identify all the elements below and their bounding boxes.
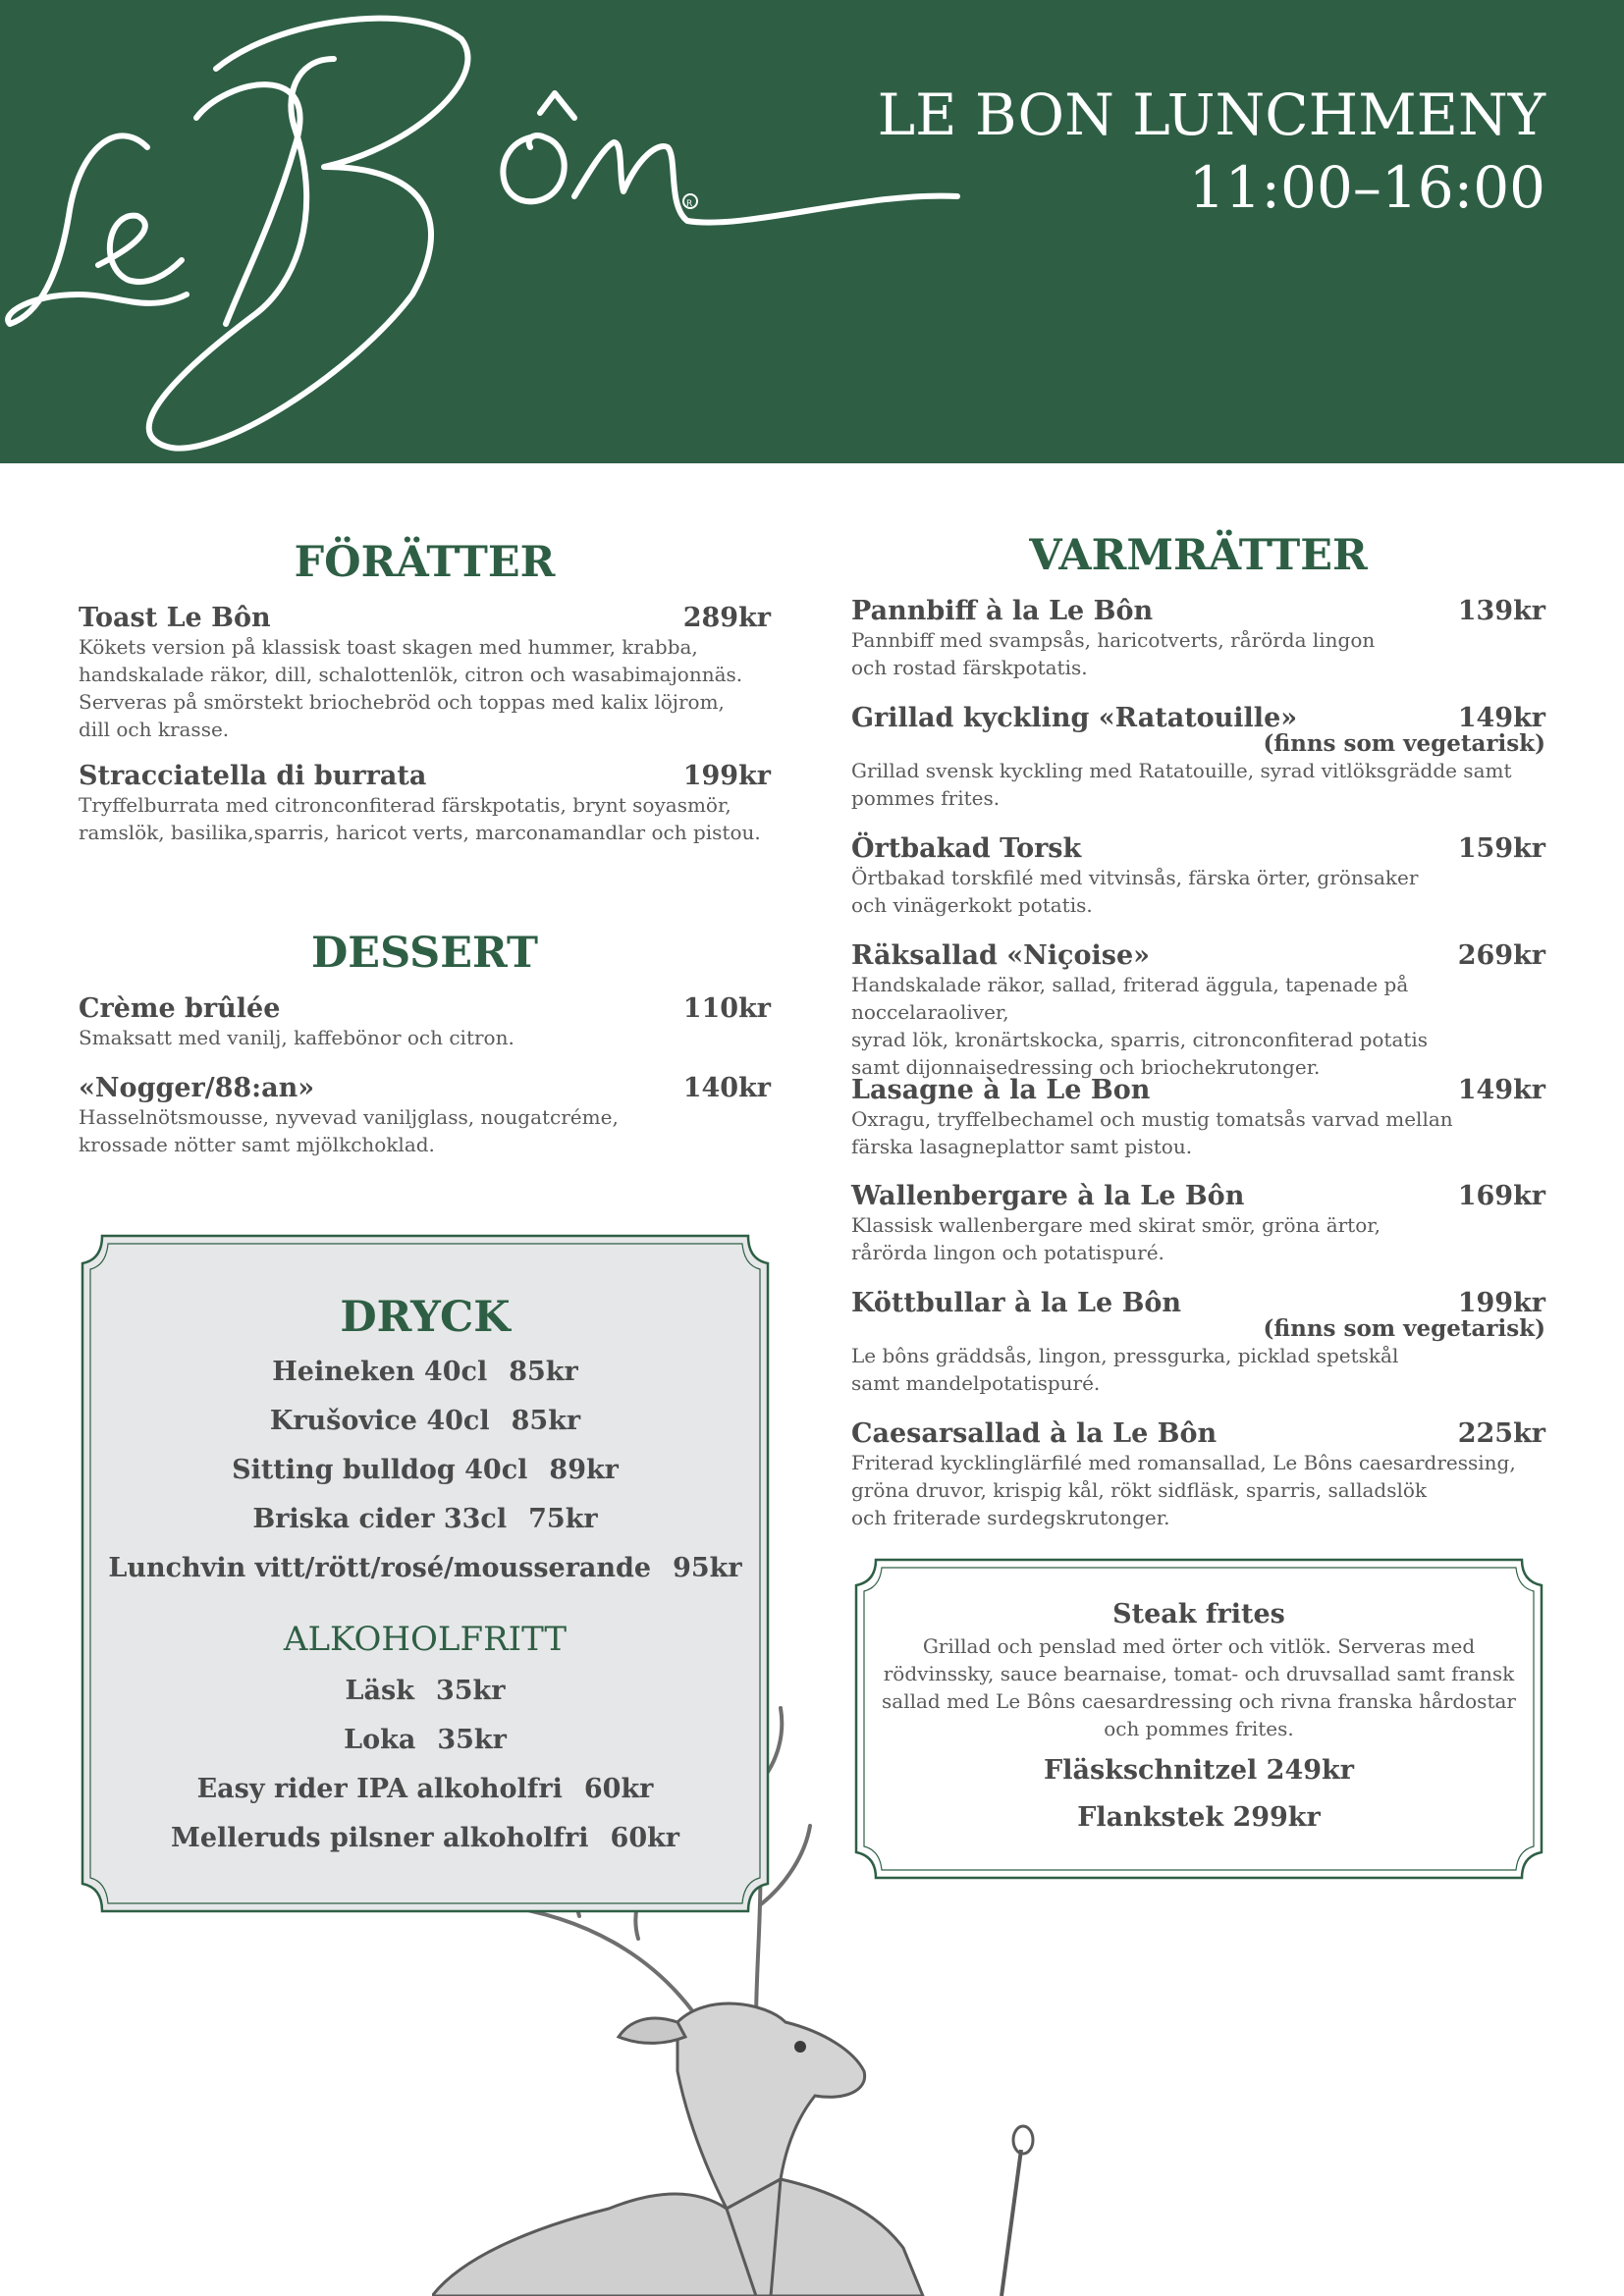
drink-price: 85kr xyxy=(509,1357,578,1387)
menu-title xyxy=(878,79,1545,224)
drink-name: Lunchvin vitt/rött/rosé/mousserande xyxy=(108,1553,652,1583)
drink-price: 85kr xyxy=(511,1406,581,1436)
menu-item xyxy=(851,833,1545,919)
item-desc: Friterad kycklinglärfilé med romansallad, Le Bôns caesardressing, gröna druvor, krispig kål, rökt sidfläsk, sparris, salladslök och friterade surdegskrutonger. xyxy=(851,1451,1516,1529)
vegetarian-note: (finns som vegetarisk) xyxy=(1263,1315,1545,1342)
drink-name: Melleruds pilsner alkoholfri xyxy=(170,1823,589,1853)
item-price: 225kr xyxy=(1457,1418,1545,1449)
menu-item xyxy=(851,1288,1545,1397)
item-price: 159kr xyxy=(1457,833,1545,864)
item-desc: Örtbakad torskfilé med vitvinsås, färska örter, grönsaker och vinägerkokt potatis. xyxy=(851,866,1419,917)
item-price: 269kr xyxy=(1457,940,1545,971)
drink-name: Heineken 40cl xyxy=(272,1357,488,1387)
drink-name: Loka xyxy=(344,1725,416,1755)
section-title-dryck: DRYCK xyxy=(340,1293,511,1342)
item-name: Wallenbergare à la Le Bôn xyxy=(851,1181,1245,1211)
item-desc: Oxragu, tryffelbechamel och mustig tomatsås varvad mellan färska lasagneplattor samt pistou. xyxy=(851,1107,1453,1158)
drink-item xyxy=(77,1774,774,1804)
drink-price: 89kr xyxy=(549,1455,619,1485)
item-price: 169kr xyxy=(1457,1181,1545,1211)
item-desc: Kökets version på klassisk toast skagen med hummer, krabba, handskalade räkor, dill, schalottenlök, citron och wasabimajonnäs. Serveras på smörstekt briochebröd och toppas med kalix löjrom, dill och krasse. xyxy=(79,635,743,741)
drink-price: 75kr xyxy=(528,1504,598,1534)
item-desc: Handskalade räkor, sallad, friterad äggula, tapenade på noccelaraoliver, syrad lök, kronärtskocka, sparris, citronconfiterad potatis samt dijonnaisedressing och briochekrutonger. xyxy=(851,973,1429,1079)
drink-item xyxy=(77,1504,774,1534)
drink-item xyxy=(77,1455,774,1485)
item-name: Räksallad «Niçoise» xyxy=(851,940,1151,971)
steak-frites-desc: Grillad och penslad med örter och vitlök. Serveras med rödvinssky, sauce bearnaise, tomat- och druvsallad samt fransk sallad med Le Bôns caesardressing och rivna franska hårdostar och pommes frites. xyxy=(882,1634,1516,1740)
menu-item xyxy=(79,603,771,743)
item-price: 289kr xyxy=(682,603,771,633)
menu-item xyxy=(79,1073,771,1158)
item-price: 140kr xyxy=(682,1073,771,1103)
item-desc: Grillad svensk kyckling med Ratatouille, syrad vitlöksgrädde samt pommes frites. xyxy=(851,759,1512,810)
svg-text:R: R xyxy=(686,199,693,209)
item-price: 149kr xyxy=(1457,1075,1545,1105)
item-desc: Tryffelburrata med citronconfiterad färskpotatis, brynt soyasmör, ramslök, basilika,sparris, haricot verts, marconamandlar och pistou. xyxy=(79,793,761,844)
section-title-varmratter: VARMRÄTTER xyxy=(1029,531,1368,580)
item-name: Pannbiff à la Le Bôn xyxy=(851,596,1154,626)
menu-hours: 11:00–16:00 xyxy=(1188,154,1545,221)
section-title-forratter: FÖRÄTTER xyxy=(294,538,556,587)
menu-item xyxy=(851,703,1545,812)
drink-item xyxy=(77,1406,774,1436)
drinks-panel xyxy=(77,1230,774,1917)
menu-item xyxy=(851,940,1545,1081)
item-price: 199kr xyxy=(682,761,771,791)
drink-name: Krušovice 40cl xyxy=(269,1406,490,1436)
item-desc: Smaksatt med vanilj, kaffebönor och citron. xyxy=(79,1026,514,1049)
item-name: Grillad kyckling «Ratatouille» xyxy=(851,703,1298,733)
item-desc: Klassisk wallenbergare med skirat smör, gröna ärtor, rårörda lingon och potatispuré. xyxy=(851,1213,1380,1264)
item-price: 149kr xyxy=(1457,703,1545,733)
section-title-alkoholfritt: ALKOHOLFRITT xyxy=(283,1620,568,1659)
section-title-dessert: DESSERT xyxy=(311,929,538,978)
menu-item xyxy=(851,1418,1545,1531)
logo-script-icon xyxy=(0,0,982,463)
steak-frites-panel xyxy=(850,1554,1547,1884)
drink-name: Läsk xyxy=(345,1676,414,1706)
item-price: 110kr xyxy=(682,993,771,1024)
menu-item xyxy=(79,993,771,1051)
menu-item xyxy=(851,1075,1545,1160)
item-price: 139kr xyxy=(1457,596,1545,626)
steak-frites-title: Steak frites xyxy=(1112,1599,1285,1629)
drink-name: Briska cider 33cl xyxy=(252,1504,508,1534)
item-name: Toast Le Bôn xyxy=(79,603,271,633)
item-name: Crème brûlée xyxy=(79,993,281,1024)
drink-price: 35kr xyxy=(435,1676,506,1706)
menu-title-line1: LE BON LUNCHMENY xyxy=(877,81,1545,148)
drink-item xyxy=(77,1676,774,1706)
item-desc: Le bôns gräddsås, lingon, pressgurka, picklad spetskål samt mandelpotatispuré. xyxy=(851,1344,1399,1395)
drink-item xyxy=(77,1553,774,1583)
drink-price: 60kr xyxy=(583,1774,654,1804)
item-name: «Nogger/88:an» xyxy=(79,1073,315,1103)
drink-name: Sitting bulldog 40cl xyxy=(232,1455,528,1485)
vegetarian-note: (finns som vegetarisk) xyxy=(1263,730,1545,757)
le-bon-logo xyxy=(0,0,982,463)
drink-name: Easy rider IPA alkoholfri xyxy=(196,1774,563,1804)
drink-price: 95kr xyxy=(673,1553,742,1583)
item-name: Lasagne à la Le Bon xyxy=(851,1075,1151,1105)
item-name: Stracciatella di burrata xyxy=(79,761,427,791)
steak-option: Fläskschnitzel 249kr xyxy=(1044,1755,1354,1786)
drink-item xyxy=(77,1725,774,1755)
item-name: Örtbakad Torsk xyxy=(851,833,1082,864)
item-desc: Hasselnötsmousse, nyvevad vaniljglass, nougatcréme, krossade nötter samt mjölkchoklad. xyxy=(79,1105,619,1156)
item-price: 199kr xyxy=(1457,1288,1545,1318)
drink-price: 35kr xyxy=(437,1725,507,1755)
steak-option: Flankstek 299kr xyxy=(1077,1802,1321,1833)
drink-item xyxy=(77,1357,774,1387)
item-desc: Pannbiff med svampsås, haricotverts, rårörda lingon och rostad färskpotatis. xyxy=(851,628,1376,679)
drink-item xyxy=(77,1823,774,1853)
drink-price: 60kr xyxy=(610,1823,680,1853)
item-name: Caesarsallad à la Le Bôn xyxy=(851,1418,1218,1449)
menu-item xyxy=(851,596,1545,681)
header-banner xyxy=(0,0,1624,463)
item-name: Köttbullar à la Le Bôn xyxy=(851,1288,1182,1318)
menu-item xyxy=(851,1181,1545,1266)
menu-item xyxy=(79,761,771,846)
